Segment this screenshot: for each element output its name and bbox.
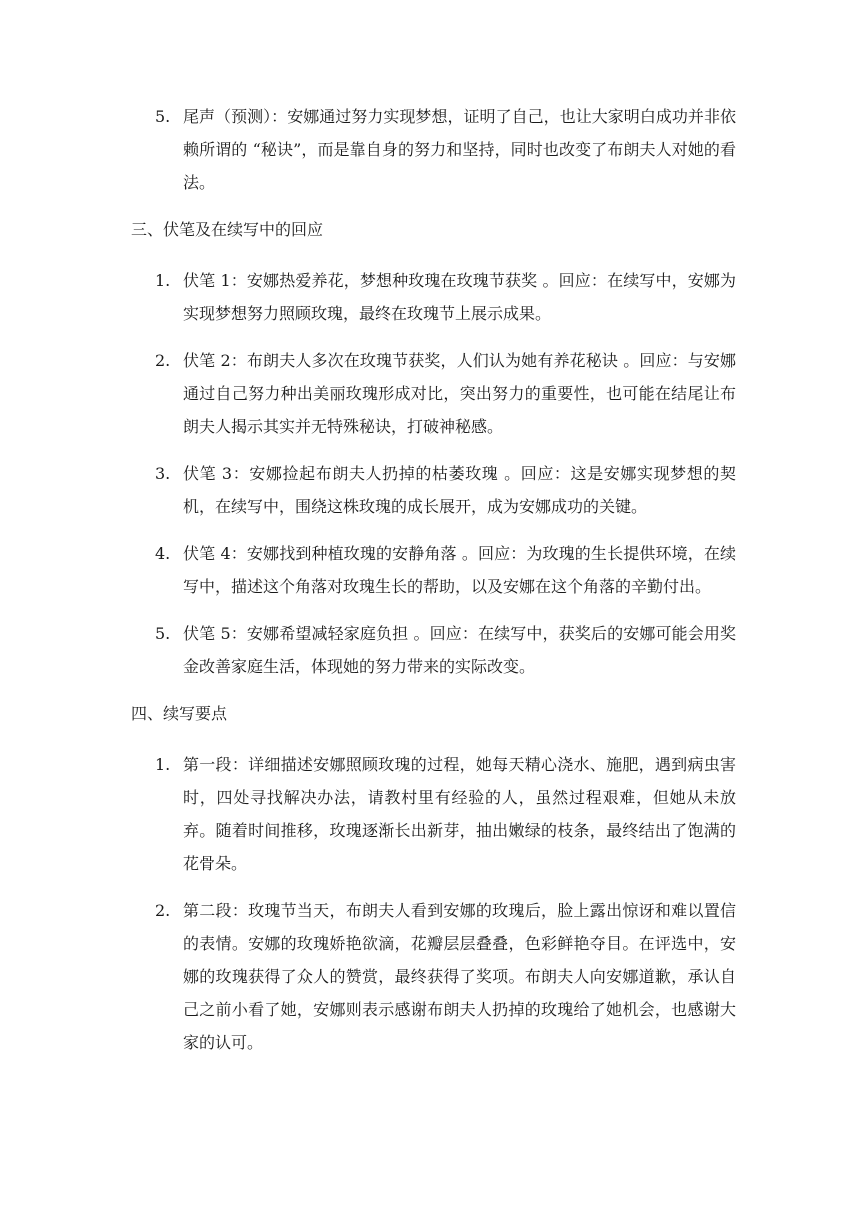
list-item xyxy=(131,748,736,880)
list-item-text: 伏笔 4：安娜找到种植玫瑰的安静角落 。回应：为玫瑰的生长提供环境，在续写中，描述这个角落对玫瑰生长的帮助，以及安娜在这个角落的辛勤付出。 xyxy=(183,544,736,596)
list-item-text: 尾声（预测）：安娜通过努力实现梦想，证明了自己，也让大家明白成功并非依赖所谓的 “秘诀”，而是靠自身的努力和坚持，同时也改变了布朗夫人对她的看法。 xyxy=(183,107,736,192)
list-item xyxy=(131,537,736,603)
list-item-text: 伏笔 3：安娜捡起布朗夫人扔掉的枯萎玫瑰 。回应：这是安娜实现梦想的契机，在续写中，围绕这株玫瑰的成长展开，成为安娜成功的关键。 xyxy=(183,464,736,516)
list-item xyxy=(131,344,736,443)
list-item-number: 1. xyxy=(155,271,171,290)
list-item-number: 5. xyxy=(155,107,171,126)
list-item-number: 3. xyxy=(155,464,171,483)
list-item xyxy=(131,264,736,330)
section-heading-foreshadowing: 三、伏笔及在续写中的回应 xyxy=(131,220,324,239)
document-body xyxy=(131,100,736,1073)
list-item-text: 第一段：详细描述安娜照顾玫瑰的过程，她每天精心浇水、施肥，遇到病虫害时，四处寻找解决办法，请教村里有经验的人，虽然过程艰难，但她从未放弃。随着时间推移，玫瑰逐渐长出新芽，抽出嫩绿的枝条，最终结出了饱满的花骨朵。 xyxy=(183,755,736,873)
list-item-number: 4. xyxy=(155,544,171,563)
list-item-text: 伏笔 2：布朗夫人多次在玫瑰节获奖，人们认为她有养花秘诀 。回应：与安娜通过自己努力种出美丽玫瑰形成对比，突出努力的重要性，也可能在结尾让布朗夫人揭示其实并无特殊秘诀，打破神秘感。 xyxy=(183,351,736,436)
list-item xyxy=(131,894,736,1059)
list-item-text: 第二段：玫瑰节当天，布朗夫人看到安娜的玫瑰后，脸上露出惊讶和难以置信的表情。安娜的玫瑰娇艳欲滴，花瓣层层叠叠，色彩鲜艳夺目。在评选中，安娜的玫瑰获得了众人的赞赏，最终获得了奖项。布朗夫人向安娜道歉，承认自己之前小看了她，安娜则表示感谢布朗夫人扔掉的玫瑰给了她机会，也感谢大家的认可。 xyxy=(183,901,736,1052)
list-item-ending xyxy=(131,100,736,199)
list-item-text: 伏笔 5：安娜希望减轻家庭负担 。回应：在续写中，获奖后的安娜可能会用奖金改善家庭生活，体现她的努力带来的实际改变。 xyxy=(183,624,736,676)
list-item-number: 5. xyxy=(155,624,171,643)
list-item-number: 1. xyxy=(155,755,171,774)
list-item xyxy=(131,457,736,523)
list-item-number: 2. xyxy=(155,351,171,370)
list-item-number: 2. xyxy=(155,901,171,920)
list-item-text: 伏笔 1：安娜热爱养花，梦想种玫瑰在玫瑰节获奖 。回应：在续写中，安娜为实现梦想努力照顾玫瑰，最终在玫瑰节上展示成果。 xyxy=(183,271,736,323)
list-item xyxy=(131,617,736,683)
section-heading-writing-points: 四、续写要点 xyxy=(131,704,228,723)
